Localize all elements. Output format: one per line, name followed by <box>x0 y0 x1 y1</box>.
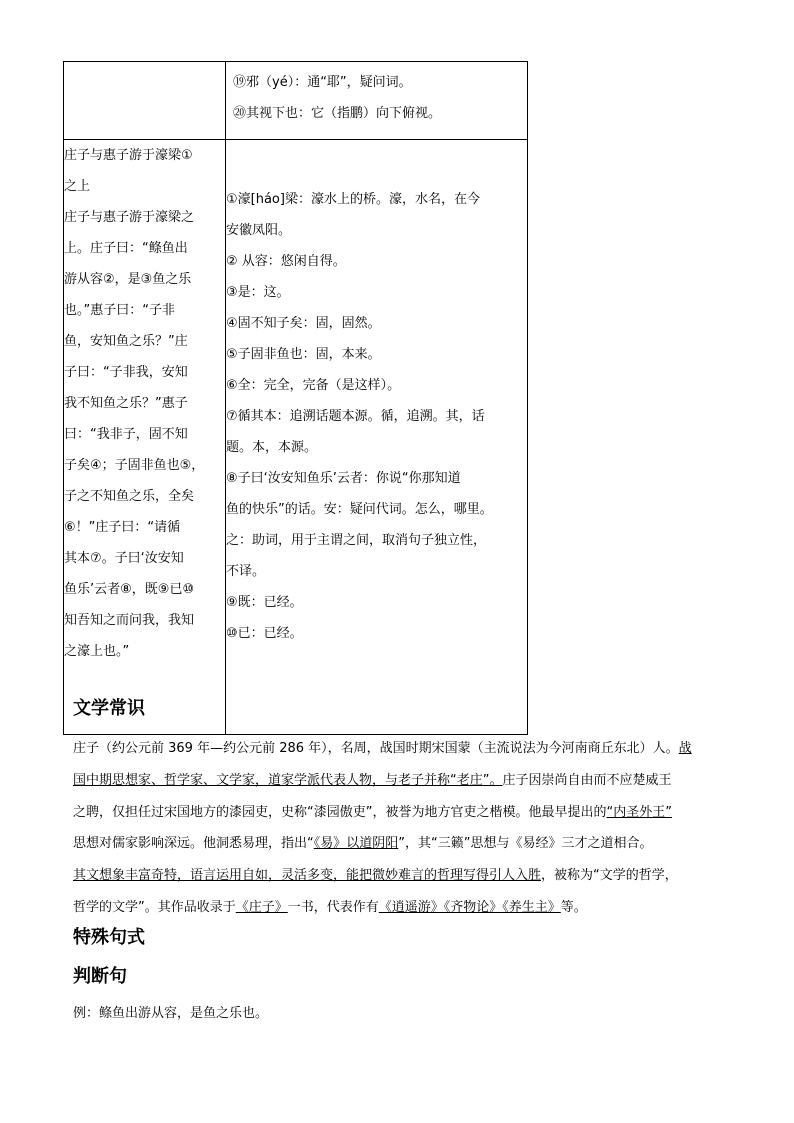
original-text-line: 也。”惠子曰：“子非 <box>64 303 175 318</box>
note-line: ⑧子曰‘汝安知鱼乐’云者：你说“你那知道 <box>226 471 461 486</box>
original-text-cell <box>64 62 226 140</box>
note-line: ⑨既：已经。 <box>226 595 303 610</box>
original-text-line: 子之不知鱼之乐，全矣 <box>64 489 195 504</box>
note-line: 不译。 <box>226 564 266 579</box>
subheading-judgment-sentence: 判断句 <box>73 966 127 987</box>
note-line: ⑤子固非鱼也：固，本来。 <box>226 347 381 362</box>
text-span: 庄子（约公元前 369 年—约公元前 286 年），名周，战国时期宋国蒙（主流说法为今河南商丘东北）人。 <box>73 741 679 756</box>
note-line: ③是：这。 <box>226 285 290 300</box>
paragraph-line <box>73 733 733 765</box>
text-span: 等。 <box>560 899 587 915</box>
notes-cell <box>226 62 528 140</box>
underlined-text: 国中期思想家、哲学家、文学家，道家学派代表人物，与老子并称“老庄”。 <box>73 772 503 788</box>
note-line: ①濠[háo]梁：濠水上的桥。濠，水名，在今 <box>226 192 480 207</box>
annotation-table <box>63 61 528 735</box>
original-text-line: 之上 <box>64 179 91 194</box>
text-span: 之聘，仅担任过宋国地方的漆园吏，史称“漆园傲吏”，被誉为地方官吏之楷模。他最早提出的 <box>73 804 607 820</box>
note-line: 安徽凤阳。 <box>226 223 292 238</box>
underlined-text: 战 <box>678 741 692 756</box>
original-text-line: 之濠上也。” <box>64 644 130 659</box>
literature-paragraph <box>73 733 733 924</box>
note-line: 鱼的快乐”的话。安：疑问代词。怎么，哪里。 <box>226 502 493 517</box>
original-text-line: 鱼，安知鱼之乐？”庄 <box>64 334 188 349</box>
section-heading-special-sentences: 特殊句式 <box>73 927 145 948</box>
note-line: 之：助词，用于主谓之间，取消句子独立性， <box>226 533 487 548</box>
paragraph-line <box>73 860 733 892</box>
original-text-line: 子矣④；子固非鱼也⑤， <box>64 458 205 473</box>
underlined-text: 《易》以道阴阳 <box>313 836 399 852</box>
underlined-text: 《庄子》 <box>235 899 288 915</box>
table-row <box>64 62 528 140</box>
original-text-line: 子曰：“子非我，安知 <box>64 365 188 380</box>
text-span: 庄子因崇尚自由而不应楚威王 <box>502 772 672 788</box>
section-heading-literature: 文学常识 <box>73 698 145 719</box>
note-line: ⑦循其本：追溯话题本源。循，追溯。其，话 <box>226 409 485 424</box>
text-span: 哲学的文学”。其作品收录于 <box>73 899 236 915</box>
table-row <box>64 140 528 735</box>
original-text-line: 曰：“我非子，固不知 <box>64 427 188 442</box>
note-line: ② 从容：悠闲自得。 <box>226 254 346 269</box>
original-text-line: ⑥！”庄子曰：“请循 <box>64 520 181 535</box>
original-text-line: 知吾知之而问我，我知 <box>64 613 195 628</box>
text-span: 思想对儒家影响深远。他洞悉易理，指出“ <box>73 836 314 852</box>
paragraph-line <box>73 892 733 924</box>
note-line: ⑲邪（yé）：通“耶”，疑问词。 <box>233 75 412 90</box>
note-line: ⑳其视下也：它（指鹏）向下俯视。 <box>233 106 442 121</box>
original-text-line: 游从容②，是③鱼之乐 <box>64 272 192 287</box>
original-text-line: 庄子与惠子游于濠梁① <box>64 148 193 163</box>
original-text-line: 我不知鱼之乐？”惠子 <box>64 396 188 411</box>
original-text-line: 上。庄子曰：“鲦鱼出 <box>64 241 188 256</box>
note-line: ④固不知子矣：固，固然。 <box>226 316 381 331</box>
original-text-line: 鱼乐’云者⑧，既⑨已⑩ <box>64 582 195 597</box>
paragraph-line <box>73 765 733 797</box>
notes-cell <box>226 140 528 735</box>
underlined-text: 其文想象丰富奇特，语言运用自如，灵活多变，能把微妙难言的哲理写得引人入胜 <box>73 868 542 884</box>
text-span: ”，其“三籁”思想与《易经》三才之道相合。 <box>398 836 653 852</box>
original-text-line: 庄子与惠子游于濠梁之 <box>64 210 195 225</box>
paragraph-line <box>73 797 733 829</box>
note-line: ⑥全：完全，完备（是这样）。 <box>226 378 401 393</box>
example-sentence: 例：鲦鱼出游从容，是鱼之乐也。 <box>73 1006 269 1021</box>
note-line: 题。本，本源。 <box>226 440 318 455</box>
paragraph-line <box>73 828 733 860</box>
underlined-text: 《逍遥游》《齐物论》《养生主》 <box>378 899 561 915</box>
original-text-cell <box>64 140 226 735</box>
note-line: ⑩已：已经。 <box>226 626 303 641</box>
original-text-line: 其本⑦。子曰‘汝安知 <box>64 551 184 566</box>
text-span: 一书，代表作有 <box>287 899 379 915</box>
underlined-text: “内圣外王” <box>606 804 672 820</box>
text-span: ，被称为“文学的哲学， <box>541 868 678 884</box>
